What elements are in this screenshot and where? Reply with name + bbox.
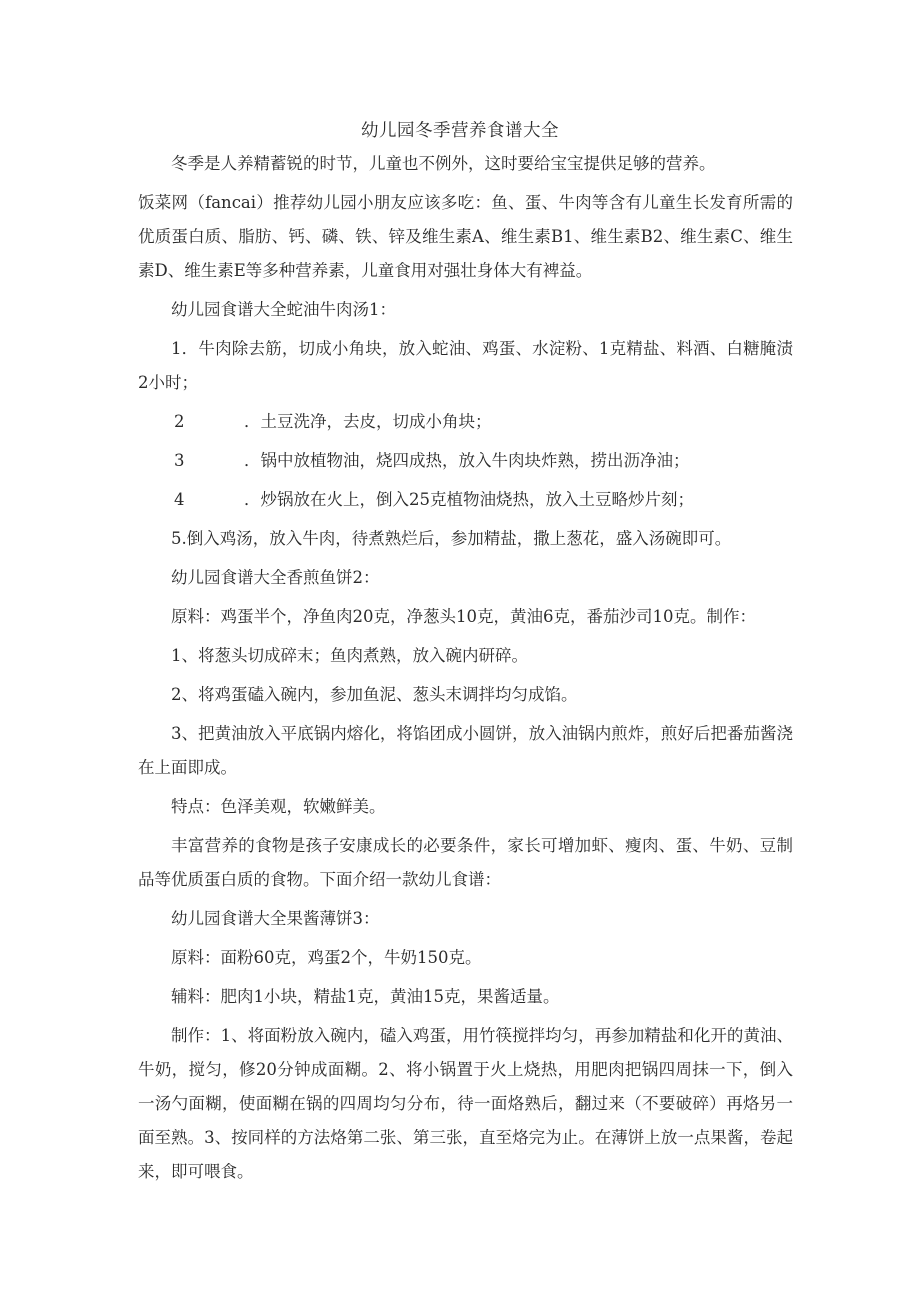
recommendation-paragraph: 饭菜网（fancai）推荐幼儿园小朋友应该多吃：鱼、蛋、牛肉等含有儿童生长发育所需的优质蛋白质、脂肪、钙、磷、铁、锌及维生素A、维生素B1、维生素B2、维生素C、维生素D、维生素E等多种营养素，儿童食用对强壮身体大有裨益。 bbox=[138, 193, 793, 280]
recipe-1-step-1: 1．牛肉除去筋，切成小角块，放入蛇油、鸡蛋、水淀粉、1克精盐、料酒、白糖腌渍2小时； bbox=[138, 339, 793, 392]
recipe-3-method: 制作：1、将面粉放入碗内，磕入鸡蛋，用竹筷搅拌均匀，再参加精盐和化开的黄油、牛奶，搅匀，修20分钟成面糊。2、将小锅置于火上烧热，用肥肉把锅四周抹一下，倒入一汤勺面糊，使面糊在锅的四周均匀分布，待一面烙熟后，翻过来（不要破碎）再烙另一面至熟。3、按同样的方法烙第二张、第三张，直至烙完为止。在薄饼上放一点果酱，卷起来，即可喂食。 bbox=[138, 1026, 793, 1181]
step-text: ．锅中放植物油，烧四成热，放入牛肉块炸熟，捞出沥净油； bbox=[244, 451, 690, 470]
recipe-1-step-4 bbox=[138, 483, 793, 517]
document-title: 幼儿园冬季营养食谱大全 bbox=[361, 121, 559, 141]
recipe-2-step-1: 1、将葱头切成碎末；鱼肉煮熟，放入碗内研碎。 bbox=[171, 646, 528, 665]
nutrition-paragraph: 丰富营养的食物是孩子安康成长的必要条件，家长可增加虾、瘦肉、蛋、牛奶、豆制品等优质蛋白质的食物。下面介绍一款幼儿食谱： bbox=[138, 836, 793, 889]
recipe-1-step-3 bbox=[138, 444, 793, 478]
step-number: 3 bbox=[174, 451, 185, 470]
recipe-2-features: 特点：色泽美观，软嫩鲜美。 bbox=[171, 797, 386, 816]
recipe-2-heading: 幼儿园食谱大全香煎鱼饼2： bbox=[171, 568, 380, 587]
recipe-2-step-3: 3、把黄油放入平底锅内熔化，将馅团成小圆饼，放入油锅内煎炸，煎好后把番茄酱浇在上面即成。 bbox=[138, 724, 793, 777]
recipe-2-step-2: 2、将鸡蛋磕入碗内，参加鱼泥、葱头末调拌均匀成馅。 bbox=[171, 685, 578, 704]
step-text: ．炒锅放在火上，倒入25克植物油烧热，放入土豆略炒片刻； bbox=[244, 490, 694, 509]
intro-paragraph: 冬季是人养精蓄锐的时节，儿童也不例外，这时要给宝宝提供足够的营养。 bbox=[171, 154, 716, 173]
recipe-3-auxiliary: 辅料：肥肉1小块，精盐1克，黄油15克，果酱适量。 bbox=[171, 987, 560, 1006]
recipe-1-heading: 幼儿园食谱大全蛇油牛肉汤1： bbox=[171, 300, 396, 319]
step-number: 4 bbox=[174, 490, 185, 509]
step-text: ．土豆洗净，去皮，切成小角块； bbox=[244, 412, 492, 431]
recipe-1-step-2 bbox=[138, 405, 793, 439]
recipe-3-heading: 幼儿园食谱大全果酱薄饼3： bbox=[171, 909, 380, 928]
recipe-3-ingredients: 原料：面粉60克，鸡蛋2个，牛奶150克。 bbox=[171, 948, 482, 967]
recipe-2-ingredients: 原料：鸡蛋半个，净鱼肉20克，净葱头10克，黄油6克，番茄沙司10克。制作： bbox=[171, 607, 756, 626]
recipe-1-step-5: 5.倒入鸡汤，放入牛肉，待煮熟烂后，参加精盐，撒上葱花，盛入汤碗即可。 bbox=[171, 529, 732, 548]
step-number: 2 bbox=[174, 412, 185, 431]
document-body bbox=[138, 147, 793, 1189]
